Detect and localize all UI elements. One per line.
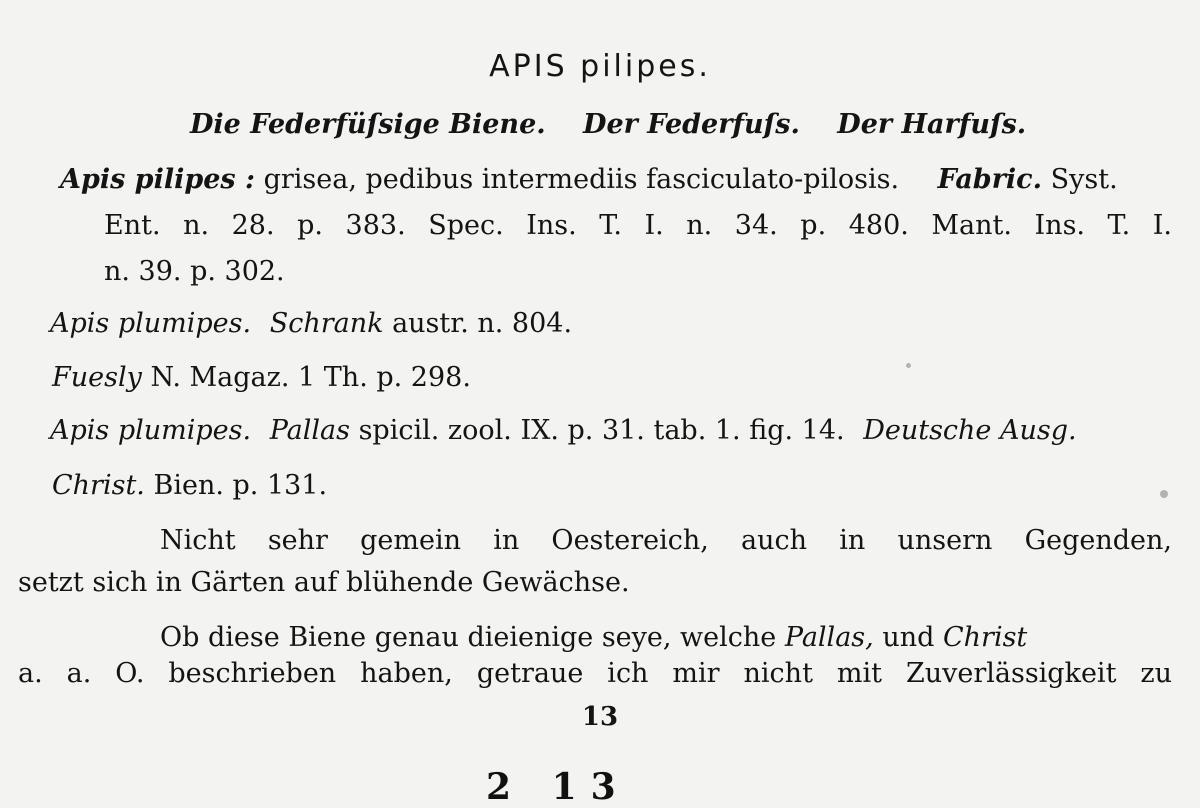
- page-heading: APIS pilipes.: [489, 49, 711, 84]
- citation-3-author: Fuesly: [52, 362, 142, 393]
- citation-1-description: grisea, pedibus intermediis fasciculato-pilosis.: [263, 164, 900, 195]
- citation-5-ref: Bien. p. 131.: [153, 470, 328, 501]
- citation-1-ref-start: Syst.: [1050, 164, 1118, 195]
- citation-3: [52, 361, 471, 395]
- paragraph-2-text-c: und: [882, 622, 935, 653]
- citation-3-ref: N. Magaz. 1 Th. p. 298.: [150, 362, 471, 393]
- handwritten-annotation: 2 13: [486, 766, 630, 808]
- citation-2: [50, 307, 572, 341]
- citation-4-author: Pallas: [269, 415, 350, 446]
- citation-2-author: Schrank: [269, 308, 384, 339]
- common-name-3: Der Harfuſs.: [837, 109, 1027, 140]
- paragraph-2-text-a: Ob diese Biene genau dieienige seye, welche: [160, 622, 777, 653]
- paragraph-2-author-2: Christ: [942, 622, 1028, 653]
- citation-1-line-3: n. 39. p. 302.: [104, 256, 285, 287]
- paragraph-1-line-2: setzt sich in Gärten auf blühende Gewächse.: [18, 567, 630, 598]
- citation-4-name: Apis plumipes.: [50, 415, 252, 446]
- citation-2-ref: austr. n. 804.: [392, 308, 573, 339]
- citation-4-ref: spicil. zool. IX. p. 31. tab. 1. fig. 14.: [358, 415, 845, 446]
- citation-4-edition: Deutsche Ausg.: [863, 415, 1077, 446]
- citation-5-author: Christ.: [52, 470, 145, 501]
- scan-speck: [906, 363, 911, 368]
- citation-5: [52, 469, 327, 503]
- paragraph-2-line-1: [160, 621, 1172, 655]
- citation-4: [50, 414, 1170, 448]
- common-name-1: Die Federfüſsige Biene.: [190, 109, 546, 140]
- paragraph-1-line-1: Nicht sehr gemein in Oestereich, auch in unsern Gegenden,: [160, 525, 1172, 556]
- common-names: [190, 108, 1054, 142]
- scan-speck: [1160, 490, 1168, 498]
- paragraph-2-line-2: a. a. O. beschrieben haben, getraue ich mir nicht mit Zuverlässigkeit zu: [18, 658, 1172, 689]
- paragraph-2-author-1: Pallas,: [784, 622, 874, 653]
- page-number: 13: [581, 702, 619, 732]
- common-name-2: Der Federfuſs.: [583, 109, 800, 140]
- citation-1-line-1: [60, 163, 1172, 197]
- citation-1-author: Fabric.: [937, 164, 1043, 195]
- citation-1-name: Apis pilipes :: [60, 164, 255, 195]
- citation-2-name: Apis plumipes.: [50, 308, 252, 339]
- citation-1-line-2: Ent. n. 28. p. 383. Spec. Ins. T. I. n. 34. p. 480. Mant. Ins. T. I.: [104, 210, 1172, 241]
